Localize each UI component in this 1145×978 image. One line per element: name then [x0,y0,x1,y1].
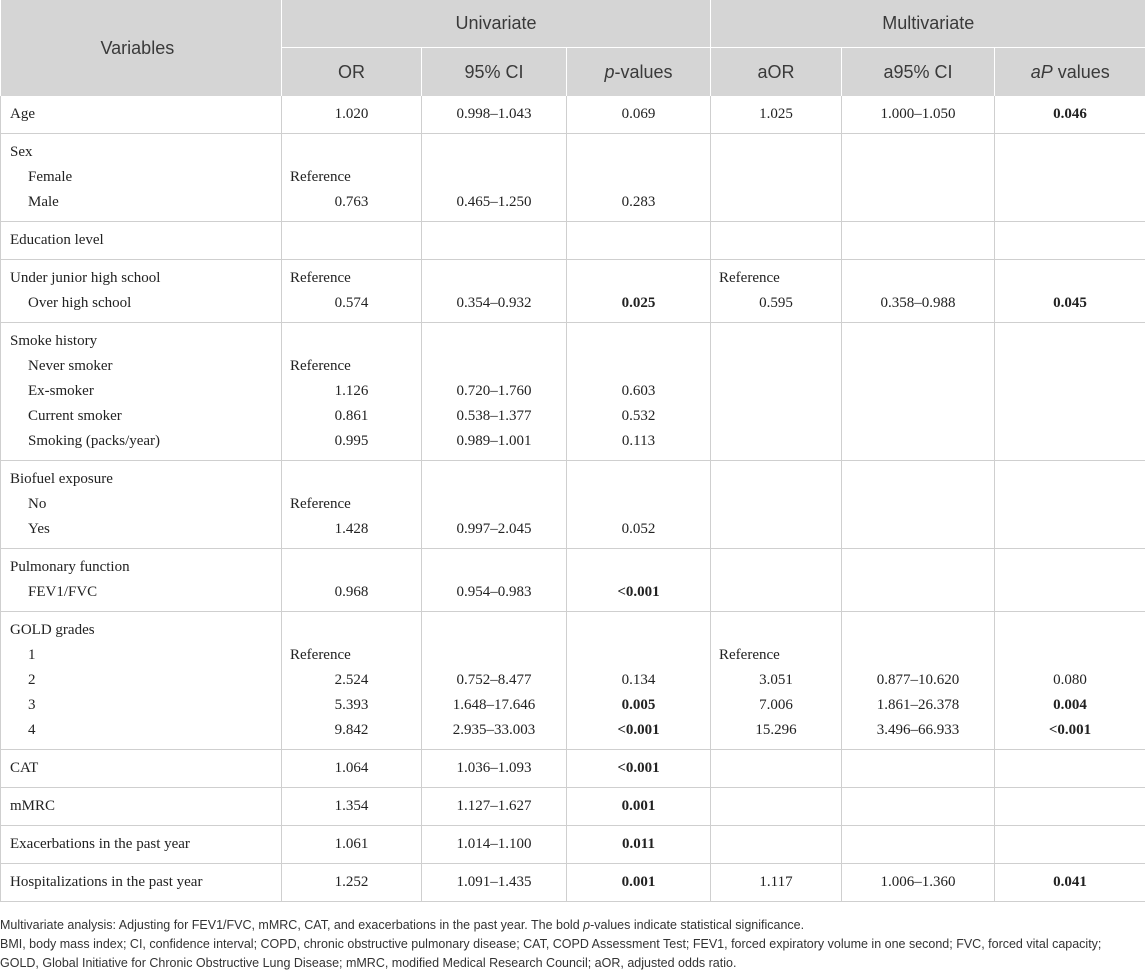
cell-value: Never smoker [28,358,113,374]
cell-value: 0.069 [621,106,656,122]
cell-value: Pulmonary function [10,559,130,575]
cell-value: 1.064 [334,760,369,776]
cell-value: Education level [10,232,104,248]
table-cell [995,864,1145,902]
cell-value: Female [28,169,73,185]
cell-value: 0.011 [622,836,655,852]
cell-value: 3.051 [759,672,793,688]
table-cell [1,549,282,612]
cell-value: 1.006–1.360 [880,874,956,890]
header-ci: 95% CI [422,48,567,97]
cell-value [422,266,566,291]
cell-value: 2.524 [334,672,369,688]
table-cell [995,612,1145,750]
cell-value: Reference [290,496,351,512]
table-cell [282,222,422,260]
table-cell [842,788,995,826]
cell-value: Exacerbations in the past year [10,836,190,852]
table-row-gold-grades [1,612,1145,750]
table-cell [995,222,1145,260]
header-or: OR [282,48,422,97]
cell-value: <0.001 [617,760,660,776]
cell-value: 1.354 [334,798,369,814]
cell-value: Biofuel exposure [10,471,113,487]
cell-value: 1.117 [759,874,793,890]
table-cell [842,260,995,323]
cell-value [995,643,1145,668]
cell-value: 0.877–10.620 [876,672,960,688]
cell-value [422,467,566,492]
table-cell [711,826,842,864]
cell-value [567,618,710,643]
table-cell [282,864,422,902]
header-multivariate: Multivariate [711,0,1145,48]
cell-value: Male [28,194,59,210]
table-cell [1,222,282,260]
cell-value: 1.000–1.050 [880,106,956,122]
cell-value [282,555,421,580]
cell-value [422,140,566,165]
table-cell [282,134,422,222]
cell-value: FEV1/FVC [28,584,98,600]
cell-value: 0.954–0.983 [456,584,532,600]
cell-value: GOLD grades [10,622,95,638]
cell-value [567,354,710,379]
cell-value: 1.091–1.435 [456,874,532,890]
table-cell [567,750,711,788]
cell-value: 0.004 [1053,697,1087,713]
table-row-smoke-history [1,323,1145,461]
table-cell [711,461,842,549]
header-aor: aOR [711,48,842,97]
cell-value [842,618,994,643]
cell-value [282,618,421,643]
table-footnote [0,916,1140,973]
cell-value: 7.006 [759,697,793,713]
header-ap-values: aP values [995,48,1145,97]
cell-value: 0.134 [621,672,656,688]
table-cell [422,260,567,323]
cell-value [567,492,710,517]
table-cell [282,323,422,461]
table-row-sex [1,134,1145,222]
table-row-exacerbations [1,826,1145,864]
table-cell [711,222,842,260]
cell-value: 3 [28,697,36,713]
cell-value: 15.296 [755,722,797,738]
table-cell [995,549,1145,612]
table-cell [711,788,842,826]
cell-value: 1.025 [759,106,793,122]
cell-value: Reference [719,647,780,663]
table-cell [842,826,995,864]
table-cell [711,260,842,323]
cell-value: 2.935–33.003 [452,722,536,738]
cell-value: 0.720–1.760 [456,383,532,399]
table-cell [842,323,995,461]
cell-value: 0.001 [621,874,656,890]
cell-value: Sex [10,144,33,160]
cell-value: 0.358–0.988 [880,295,956,311]
cell-value: 1.648–17.646 [452,697,536,713]
table-cell [711,134,842,222]
cell-value [282,467,421,492]
table-cell [842,549,995,612]
footnote-multivariate: Multivariate analysis: Adjusting for FEV1/FVC, mMRC, CAT, and exacerbations in the past year. The bold p-values indicate statistical significance. [0,918,805,932]
cell-value: 4 [28,722,36,738]
table-cell [1,134,282,222]
cell-value [567,555,710,580]
header-variables: Variables [1,0,282,96]
cell-value: 0.005 [621,697,656,713]
table-cell [422,612,567,750]
header-univariate: Univariate [282,0,711,48]
table-cell [1,260,282,323]
cell-value [422,643,566,668]
cell-value [711,618,841,643]
cell-value: mMRC [10,798,56,814]
cell-value: 0.052 [621,521,656,537]
cell-value [995,266,1145,291]
cell-value: Ex-smoker [28,383,94,399]
table-cell [1,826,282,864]
table-row-biofuel [1,461,1145,549]
table-cell [995,461,1145,549]
cell-value: Reference [290,270,351,286]
cell-value: 0.045 [1053,295,1087,311]
cell-value: 1.036–1.093 [456,760,532,776]
cell-value: 0.995 [334,433,369,449]
table-cell [282,826,422,864]
cell-value: 9.842 [334,722,369,738]
cell-value: 1.127–1.627 [456,798,532,814]
table-cell [282,612,422,750]
table-cell [422,864,567,902]
table-cell [1,96,282,134]
table-cell [995,134,1145,222]
table-cell [422,788,567,826]
cell-value: <0.001 [617,584,660,600]
cell-value: 0.595 [759,295,793,311]
cell-value: 0.861 [334,408,369,424]
cell-value: Over high school [28,295,132,311]
cell-value [567,643,710,668]
table-cell [995,788,1145,826]
cell-value [282,140,421,165]
cell-value [842,643,994,668]
cell-value: 1.126 [334,383,369,399]
cell-value: CAT [10,760,39,776]
cell-value: <0.001 [617,722,660,738]
cell-value: 0.113 [621,433,656,449]
table-cell [422,323,567,461]
table-cell [995,750,1145,788]
cell-value [422,329,566,354]
table-cell [282,549,422,612]
table-cell [1,864,282,902]
cell-value: 0.283 [621,194,656,210]
table-cell [995,260,1145,323]
cell-value: Smoking (packs/year) [28,433,161,449]
table-cell [1,788,282,826]
table-cell [422,134,567,222]
table-cell [567,864,711,902]
table-cell [995,826,1145,864]
cell-value: 1.861–26.378 [876,697,960,713]
table-cell [567,323,711,461]
cell-value: Under junior high school [10,270,161,286]
header-p-values: p-values [567,48,711,97]
table-cell [1,750,282,788]
table-cell [567,612,711,750]
table-cell [422,750,567,788]
cell-value: 2 [28,672,36,688]
table-cell [422,96,567,134]
table-cell [422,222,567,260]
cell-value: Reference [290,169,351,185]
table-cell [422,461,567,549]
cell-value: 0.465–1.250 [456,194,532,210]
cell-value: Age [10,106,35,122]
cell-value: 0.025 [621,295,656,311]
cell-value: 5.393 [334,697,369,713]
cell-value: 0.354–0.932 [456,295,532,311]
cell-value: 0.997–2.045 [456,521,532,537]
cell-value: 1.014–1.100 [456,836,532,852]
table-cell [567,549,711,612]
cell-value [282,329,421,354]
cell-value [567,266,710,291]
cell-value: 1.252 [334,874,369,890]
footnote-abbreviations: BMI, body mass index; CI, confidence interval; COPD, chronic obstructive pulmonary disease; CAT, COPD Assessment Test; FEV1, forced expiratory volume in one second; FVC, forced vital capacity; GOLD, Global Initiative for Chronic Obstructive Lung Disease; mMRC, modified Medical Research Council; aOR, adjusted odds ratio. [0,937,1102,970]
cell-value: 0.532 [621,408,656,424]
table-row-hospitalizations [1,864,1145,902]
table-cell [282,96,422,134]
table-row-under-junior-high [1,260,1145,323]
cell-value: 3.496–66.933 [876,722,960,738]
table-cell [567,788,711,826]
table-cell [1,461,282,549]
cell-value [422,354,566,379]
table-cell [282,788,422,826]
cell-value: 1 [28,647,36,663]
cell-value [422,492,566,517]
cell-value: 0.538–1.377 [456,408,532,424]
cell-value: 0.001 [621,798,656,814]
table-cell [842,864,995,902]
table-cell [282,750,422,788]
cell-value [995,618,1145,643]
cell-value: <0.001 [1048,722,1092,738]
table-cell [711,750,842,788]
table-row-age [1,96,1145,134]
table-cell [842,461,995,549]
table-cell [567,461,711,549]
table-cell [1,612,282,750]
table-row-mmrc [1,788,1145,826]
table-cell [842,134,995,222]
cell-value: Smoke history [10,333,98,349]
cell-value: No [28,496,47,512]
table-cell [567,260,711,323]
cell-value: Reference [290,358,351,374]
cell-value [842,266,994,291]
table-cell [711,549,842,612]
cell-value: 0.752–8.477 [456,672,532,688]
table-cell [711,864,842,902]
table-cell [711,96,842,134]
cell-value [567,467,710,492]
table-cell [995,96,1145,134]
table-cell [567,134,711,222]
table-cell [842,222,995,260]
cell-value: 1.020 [334,106,369,122]
table-cell [842,96,995,134]
cell-value: Hospitalizations in the past year [10,874,203,890]
cell-value: 0.041 [1053,874,1087,890]
cell-value: Reference [719,270,780,286]
cell-value: 0.989–1.001 [456,433,532,449]
header-a95ci: a95% CI [842,48,995,97]
table-row-education [1,222,1145,260]
table-cell [567,222,711,260]
cell-value: 1.428 [334,521,369,537]
cell-value: 0.968 [334,584,369,600]
cell-value: 0.080 [1053,672,1087,688]
table-cell [711,612,842,750]
cell-value [567,329,710,354]
table-cell [995,323,1145,461]
cell-value [567,165,710,190]
cell-value: Reference [290,647,351,663]
cell-value [422,618,566,643]
cell-value: Yes [28,521,50,537]
cell-value: Current smoker [28,408,122,424]
table-cell [282,461,422,549]
cell-value: 0.998–1.043 [456,106,532,122]
cell-value [422,165,566,190]
table-cell [711,323,842,461]
table-cell [422,549,567,612]
cell-value: 1.061 [334,836,369,852]
table-cell [842,750,995,788]
table-cell [422,826,567,864]
cell-value: 0.574 [334,295,369,311]
cell-value [422,555,566,580]
table-cell [567,826,711,864]
cell-value: 0.046 [1053,106,1087,122]
table-cell [1,323,282,461]
cell-value [567,140,710,165]
table-row-cat [1,750,1145,788]
table-row-pulmonary-function [1,549,1145,612]
cell-value: 0.603 [621,383,656,399]
table-cell [842,612,995,750]
cell-value: 0.763 [334,194,369,210]
table-cell [567,96,711,134]
table-cell [282,260,422,323]
